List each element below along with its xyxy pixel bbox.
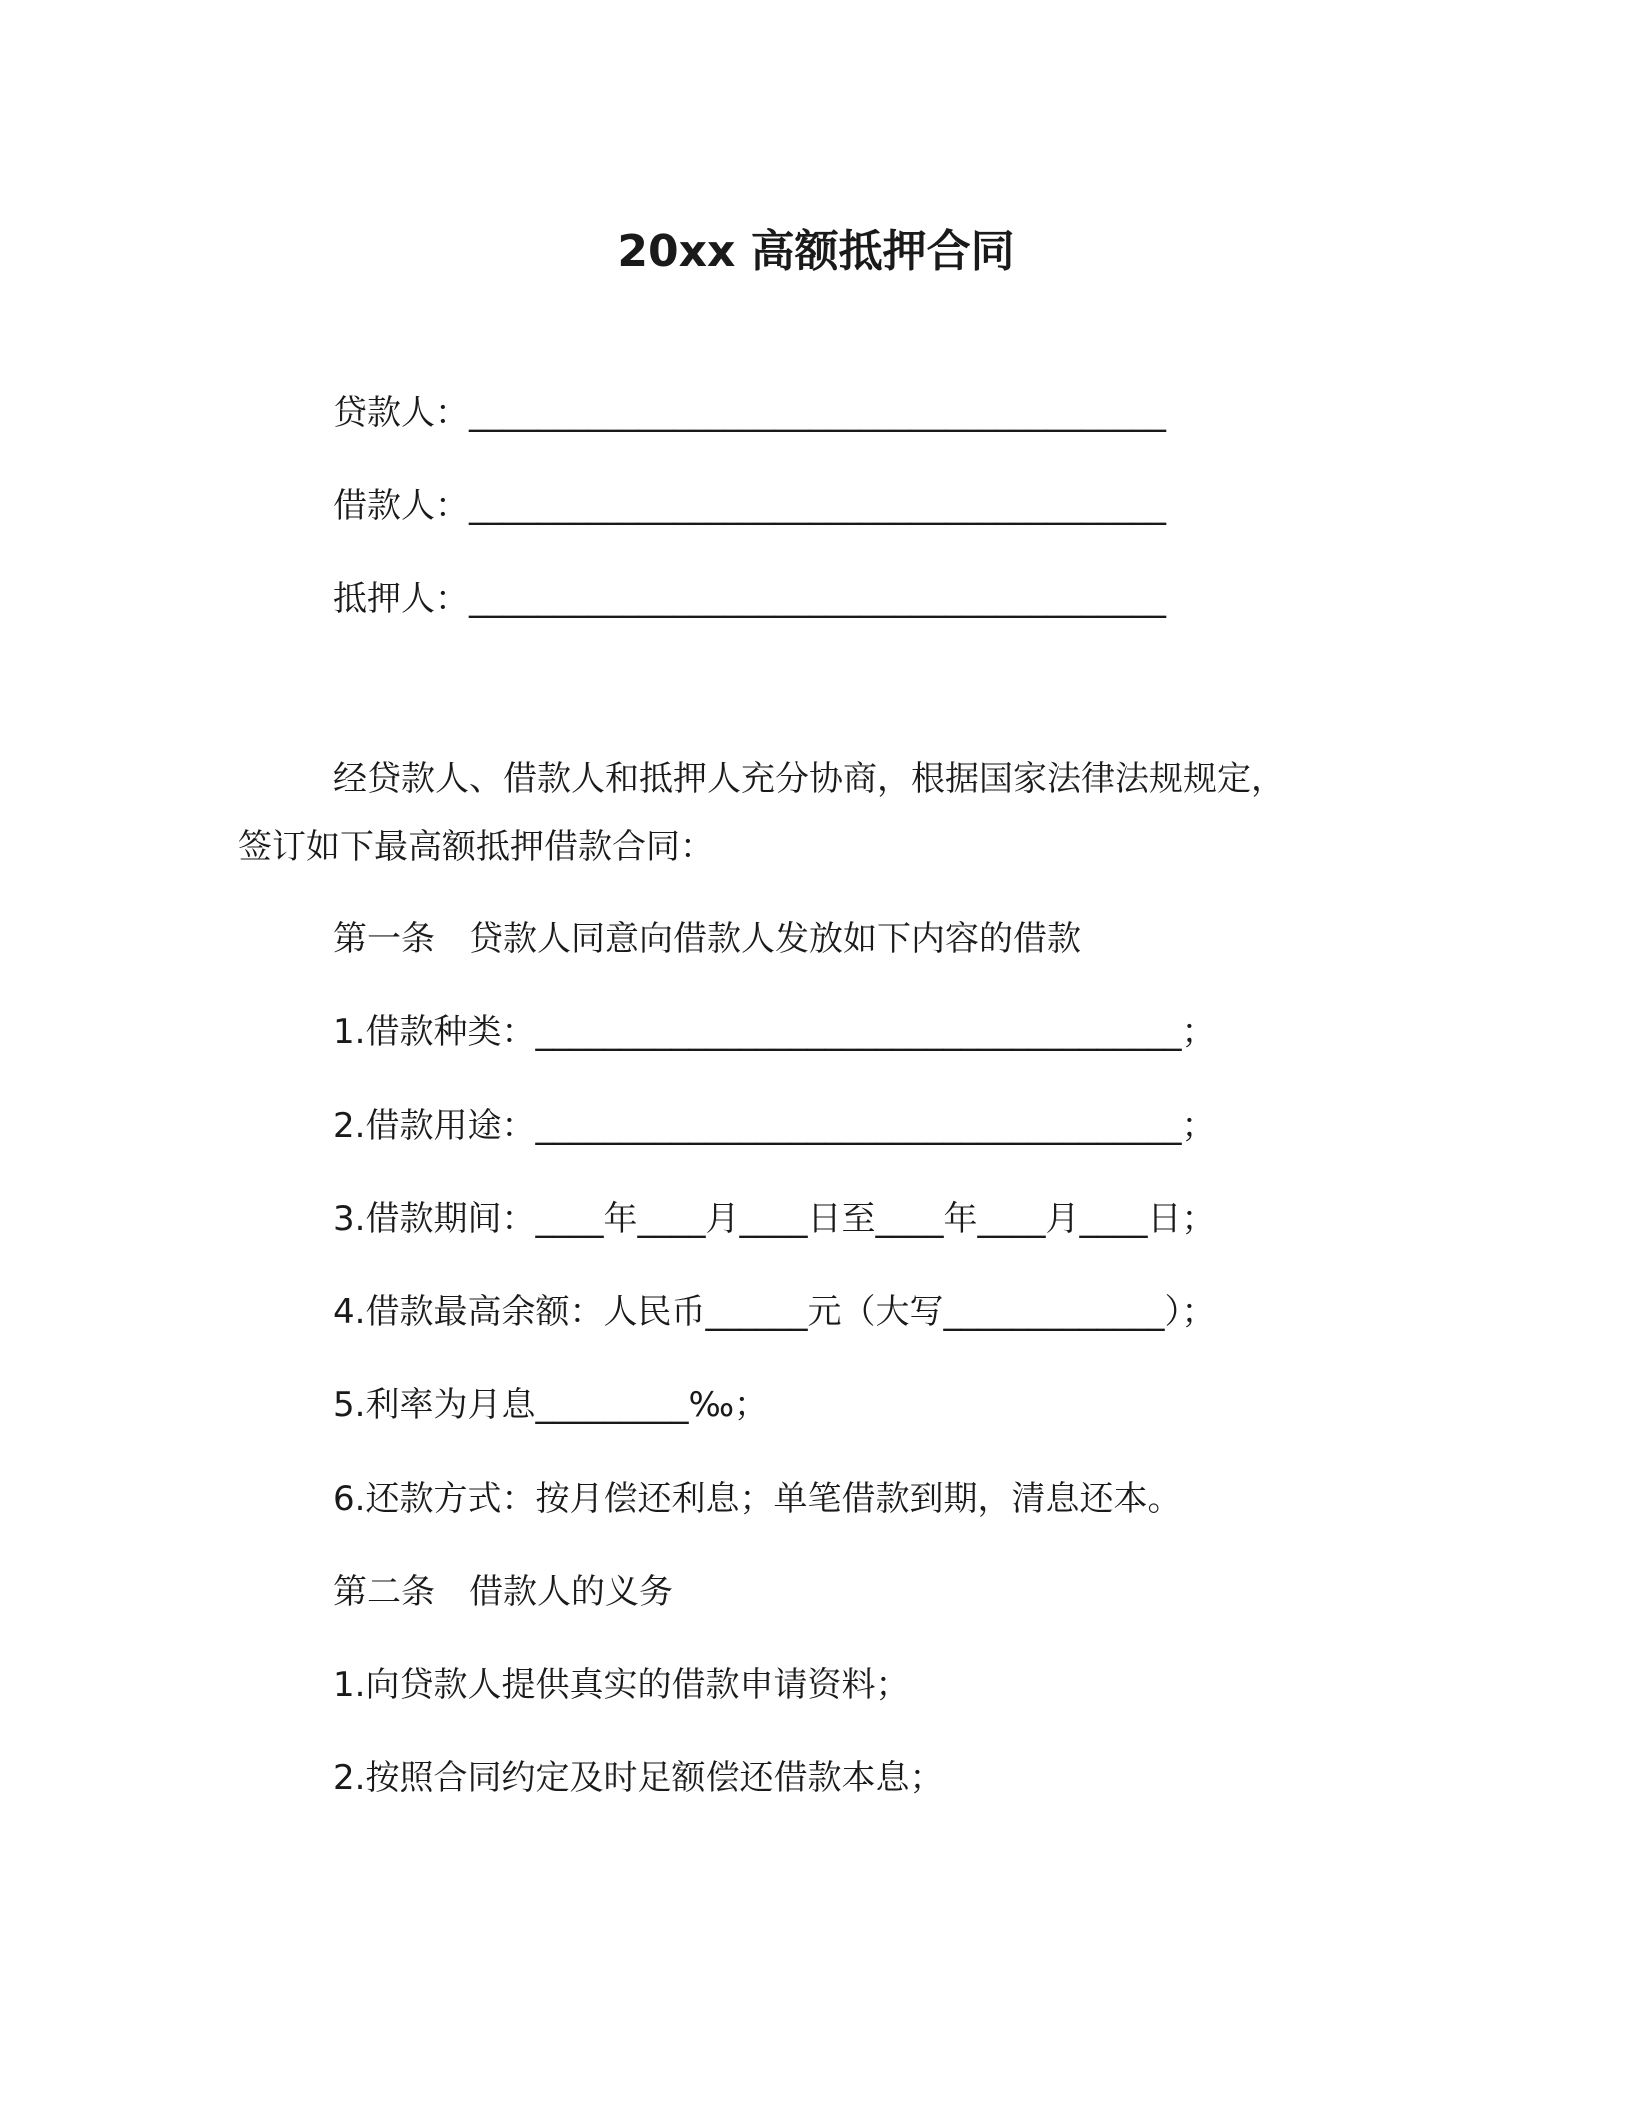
intro-paragraph-line-2: 签订如下最高额抵押借款合同： [238,827,714,867]
lender-field: 贷款人：_________________________________________ [333,393,1166,433]
borrower-field: 借款人：_________________________________________ [333,486,1166,526]
repayment-method-item: 6.还款方式：按月偿还利息；单笔借款到期，清息还本。 [333,1479,1182,1519]
loan-type-item: 1.借款种类：______________________________________； [333,1012,1216,1052]
mortgagor-field: 抵押人：_________________________________________ [333,579,1166,619]
document-title: 20xx 高额抵押合同 [617,226,1015,277]
borrower-obligation-item: 1.向贷款人提供真实的借款申请资料； [333,1665,910,1705]
intro-paragraph-line-1: 经贷款人、借款人和抵押人充分协商，根据国家法律法规规定， [333,759,1285,799]
loan-max-balance-item: 4.借款最高余额：人民币______元（大写_____________）； [333,1292,1216,1332]
borrower-obligation-item: 2.按照合同约定及时足额偿还借款本息； [333,1758,944,1798]
article-2-heading: 第二条 借款人的义务 [333,1572,673,1612]
interest-rate-item: 5.利率为月息_________‰； [333,1385,769,1425]
loan-period-item: 3.借款期间：____年____月____日至____年____月____日； [333,1199,1216,1239]
loan-purpose-item: 2.借款用途：______________________________________； [333,1106,1216,1146]
article-1-heading: 第一条 贷款人同意向借款人发放如下内容的借款 [333,919,1081,959]
